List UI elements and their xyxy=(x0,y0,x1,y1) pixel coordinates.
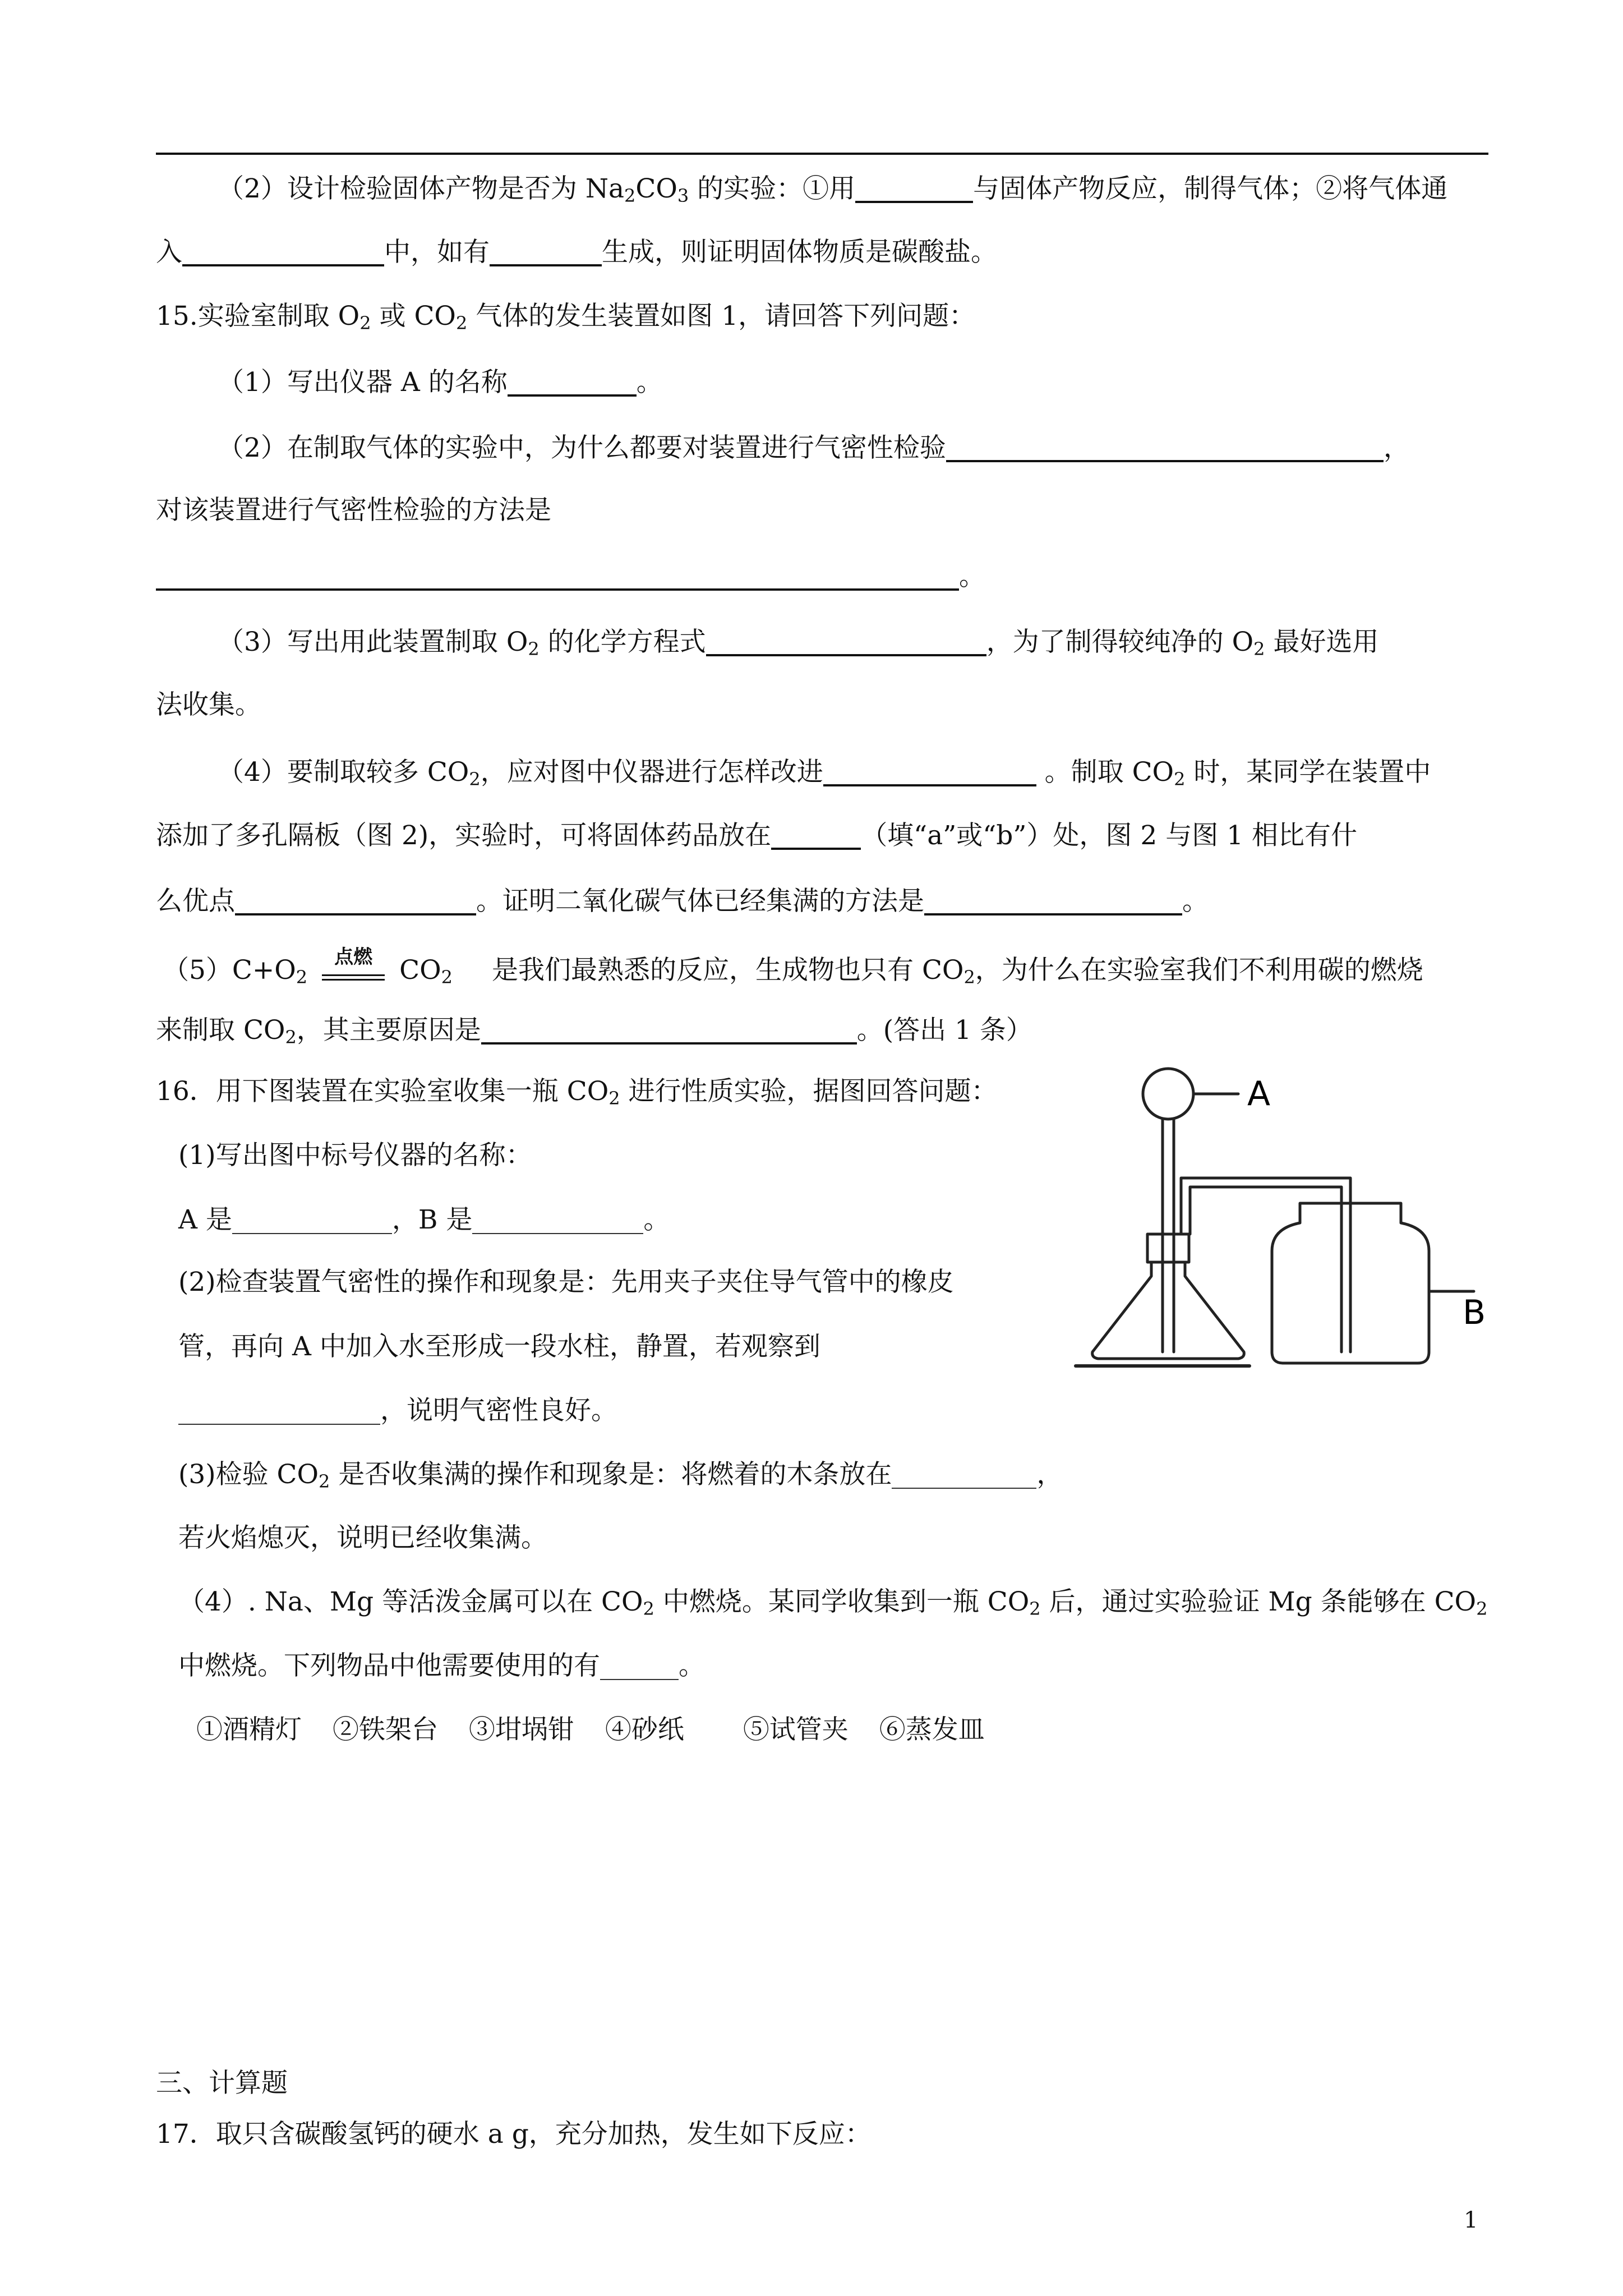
answer-blank[interactable] xyxy=(481,1015,857,1045)
q15-part5-line2: 来制取 $CO_2$，其主要原因是 。(答出 1 条） xyxy=(156,1015,1032,1048)
q16-part4-line1: （4）. Na、Mg 等活泼金属可以在 $CO_2$ 中燃烧。某同学收集到一瓶 $CO_2$ 后，通过实验验证 Mg 条能够在 $CO_2$ xyxy=(178,1586,1488,1619)
q16-stem: 16．用下图装置在实验室收集一瓶 $CO_2$ 进行性质实验，据图回答问题： xyxy=(156,1076,998,1109)
answer-blank[interactable] xyxy=(235,886,476,915)
reaction-condition: 点燃 xyxy=(320,952,387,981)
q16-part3-line1: (3)检验 $CO_2$ 是否收集满的操作和现象是：将燃着的木条放在 ， xyxy=(178,1459,1063,1492)
q14-part2-line2: 入 中，如有 生成，则证明固体物质是碳酸盐。 xyxy=(156,237,997,268)
q15-part5-line1: $(5)C+O_2$ 点燃 $CO_2$ 是我们最熟悉的反应，生成物也只有 $CO_2$，为什么在实验室我们不利用碳的燃烧 xyxy=(163,946,1423,988)
answer-blank[interactable] xyxy=(508,367,637,397)
answer-blank[interactable] xyxy=(946,433,1384,462)
q17-stem: 17．取只含碳酸氢钙的硬水 a g，充分加热，发生如下反应： xyxy=(156,2119,872,2150)
funnel-bulb xyxy=(1143,1069,1193,1119)
answer-blank[interactable] xyxy=(892,1461,1036,1489)
header-rule xyxy=(156,153,1488,155)
q15-part4-line2: 添加了多孔隔板（图 2)，实验时，可将固体药品放在 （填“a”或“b”）处，图 2 与图 1 相比有什 xyxy=(156,820,1357,851)
answer-blank[interactable] xyxy=(823,757,1036,786)
answer-blank[interactable] xyxy=(600,1652,679,1680)
q16-part3-line2: 若火焰熄灭，说明已经收集满。 xyxy=(178,1522,547,1553)
label-a: A xyxy=(1247,1074,1271,1114)
answer-blank[interactable] xyxy=(855,174,973,203)
flask-stopper xyxy=(1147,1234,1189,1262)
label-b: B xyxy=(1463,1293,1486,1332)
q15-stem: 15.实验室制取 $O_2$ 或 $CO_2$ 气体的发生装置如图 1，请回答下列问题： xyxy=(156,301,976,334)
conical-flask xyxy=(1092,1262,1244,1359)
q16-options xyxy=(196,1714,985,1745)
q15-part1: （1）写出仪器 A 的名称 。 xyxy=(218,367,663,398)
q16-part2-line2: 管，再向 A 中加入水至形成一段水柱，静置，若观察到 xyxy=(178,1331,820,1362)
q15-part3-line1: （3）写出用此装置制取 $O_2$ 的化学方程式 ，为了制得较纯净的 $O_2$ 最好选用 xyxy=(218,627,1379,660)
q16-part1-answers: A 是 ，B 是 。 xyxy=(178,1204,670,1235)
answer-blank[interactable] xyxy=(771,821,861,850)
option-2: ②铁架台 xyxy=(332,1714,438,1745)
apparatus-figure xyxy=(1070,1060,1496,1374)
q15-part2-line1: （2）在制取气体的实验中，为什么都要对装置进行气密性检验 ， xyxy=(218,432,1410,463)
q16-part4-line2: 中燃烧。下列物品中他需要使用的有 。 xyxy=(178,1650,705,1681)
q15-part2-line2: 对该装置进行气密性检验的方法是 xyxy=(156,495,551,526)
answer-blank[interactable] xyxy=(490,237,602,266)
option-5: ⑤试管夹 xyxy=(743,1714,849,1745)
option-3: ③坩埚钳 xyxy=(468,1714,574,1745)
q16-part2-line1: (2)检查装置气密性的操作和现象是：先用夹子夹住导气管中的橡皮 xyxy=(178,1267,954,1297)
section-title: 三、计算题 xyxy=(156,2068,288,2099)
page-number: 1 xyxy=(1464,2207,1478,2233)
q16-part2-line3: ，说明气密性良好。 xyxy=(178,1397,617,1425)
q15-part4-line3: 么优点 。证明二氧化碳气体已经集满的方法是 。 xyxy=(156,886,1209,917)
q15-part2-line3: 。 xyxy=(156,562,985,591)
q15-part3-line2: 法收集。 xyxy=(156,689,261,720)
answer-blank[interactable] xyxy=(924,886,1182,915)
q14-part2-line1: （2）设计检验固体产物是否为 $Na_2CO_3$ 的实验：①用 与固体产物反应，制得气体；②将气体通 xyxy=(218,173,1448,206)
answer-blank[interactable] xyxy=(178,1397,380,1425)
answer-blank[interactable] xyxy=(182,237,384,266)
q15-part4-line1: （4）要制取较多 $CO_2$，应对图中仪器进行怎样改进 。制取 $CO_2$ 时，某同学在装置中 xyxy=(218,757,1431,790)
answer-blank[interactable] xyxy=(706,627,986,656)
q16-part1: (1)写出图中标号仪器的名称： xyxy=(178,1140,532,1171)
answer-blank[interactable] xyxy=(472,1206,643,1234)
option-6: ⑥蒸发皿 xyxy=(879,1714,985,1745)
option-1: ①酒精灯 xyxy=(196,1714,302,1745)
option-4: ④砂纸 xyxy=(605,1714,684,1745)
answer-blank[interactable] xyxy=(156,562,959,591)
answer-blank[interactable] xyxy=(232,1206,392,1234)
